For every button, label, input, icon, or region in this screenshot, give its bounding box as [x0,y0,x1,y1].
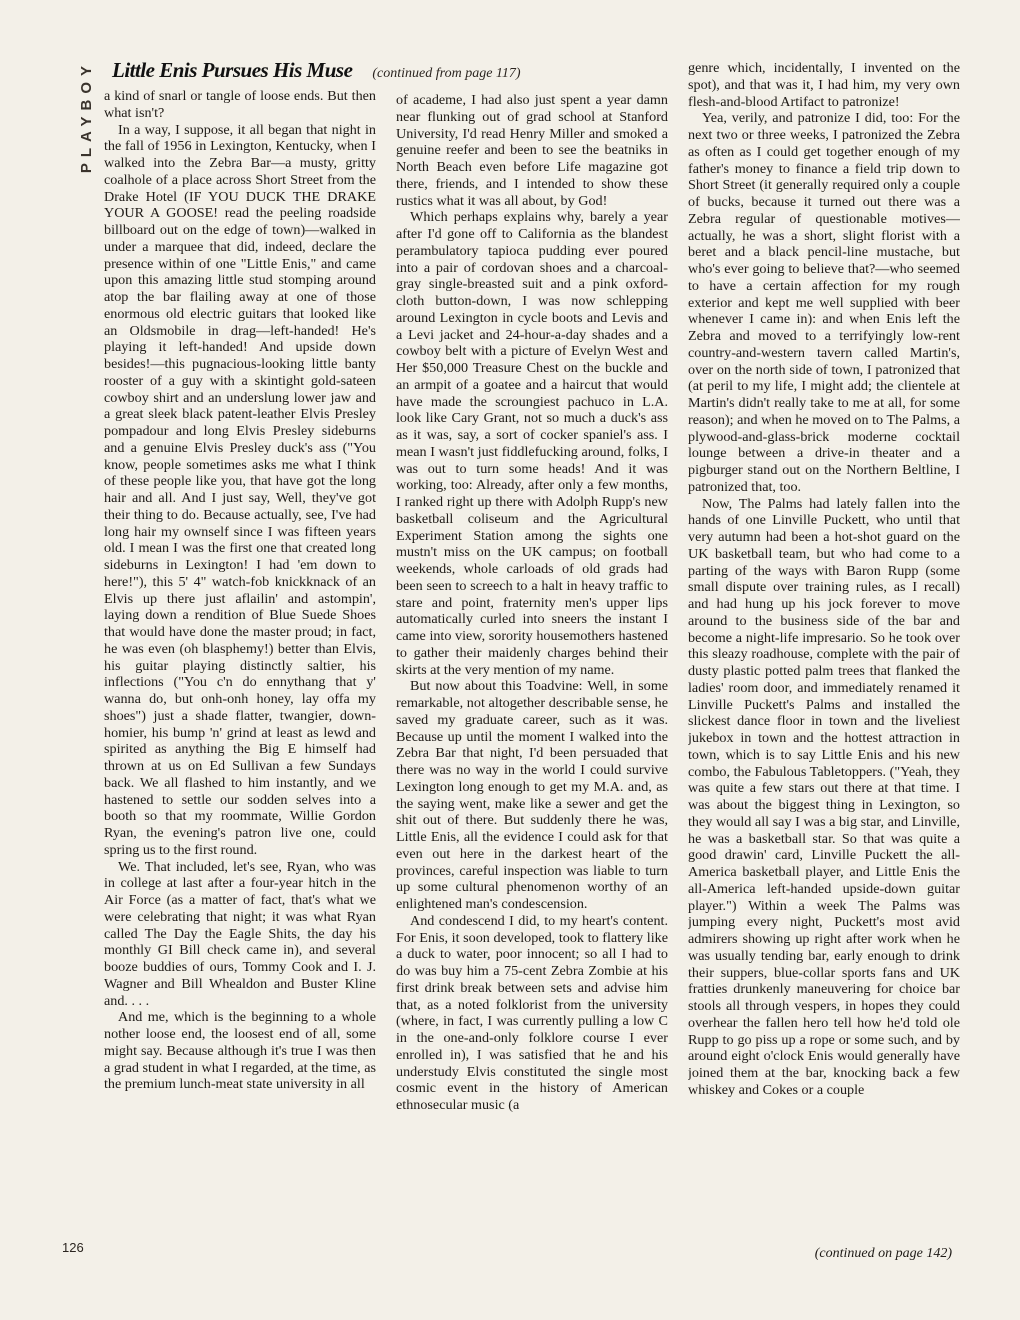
paragraph: of academe, I had also just spent a year damn near flunking out of grad school at Stanford University, I'd read Henry Miller and smoked a genuine reefer and been to see the beatniks in North Beach even before Life magazine got there, friends, and I intended to show these rustics what it was all about, by God! [396,92,668,209]
article-title: Little Enis Pursues His Muse [112,58,353,82]
paragraph: a kind of snarl or tangle of loose ends. But then what isn't? [104,88,376,121]
paragraph: Yea, verily, and patronize I did, too: For the next two or three weeks, I patronized the Zebra as often as I could get together enough of my father's money to finance a field trip down to Short Street (it generally required only a couple of bucks, because it turned out there was a Zebra regular of questionable motives—actually, he was a short, slight florist with a beret and a black pencil-line mustache, but who's ever going to believe that?—who seemed to have a certain affection for my rough exterior and kept me well supplied with beer whenever I came in): and when Enis left the Zebra and moved to a terrifyingly low-rent country-and-western tavern called Martin's, over on the north side of town, I patronized that (at peril to my life, I might add; the clientele at Martin's didn't really take to me at all, for some reason); and when he moved on to The Palms, a plywood-and-glass-brick moderne cocktail lounge between a drive-in theater and a pigburger stand out on the Northern Beltline, I patronized that, too. [688,110,960,495]
paragraph: But now about this Toadvine: Well, in some remarkable, not altogether describable sense, he saved my graduate career, such as it was. Because up until the moment I walked into the Zebra Bar that night, I'd been persuaded that there was no way in the world I could survive Lexington long enough to get my M.A. and, as the saying went, make like a sewer and get the shit out of there. But suddenly there he was, Little Enis, all the evidence I could ask for that even out here in the darkest heart of the provinces, careful inspection was liable to turn up some cultural phenomenon worthy of an enlightened man's condescension. [396,678,668,912]
continued-from-note: (continued from page 117) [372,66,521,81]
page-number: 126 [62,1240,84,1255]
paragraph: genre which, incidentally, I invented on the spot), and that was it, I had him, my very own flesh-and-blood Artifact to patronize! [688,60,960,110]
continued-to-note: (continued on page 142) [814,1246,952,1261]
paragraph: Which perhaps explains why, barely a year after I'd gone off to California as the blandest perambulatory tapioca pudding ever poured into a pair of cordovan shoes and a charcoal-gray single-breasted suit and a pink oxford-cloth button-down, I was now schlepping around Lexington in cycle boots and Levis and a Levi jacket and 24-hour-a-day shades and a cowboy belt with a picture of Evelyn West and Her $50,000 Treasure Chest on the buckle and an armpit of a goatee and a haircut that would have made the scroungiest pachuco in L.A. look like Cary Grant, not so much a duck's ass as it was, say, a sort of cocker spaniel's ass. I mean I wasn't just fiddlefucking around, folks, I was out to turn some heads! And it was working, too: Already, after only a few months, I ranked right up there with Adolph Rupp's new basketball coliseum and the Agricultural Experiment Station among the sights one mustn't miss on the UK campus; on football weekends, whole carloads of old grads had been seen to screech to a halt in heavy traffic to stare and point, fraternity men's upper lips automatically curled into sneers the instant I came into view, sorority housemothers hastened to gather their maidenly charges behind their skirts at the very mention of my name. [396,209,668,678]
paragraph: Now, The Palms had lately fallen into the hands of one Linville Puckett, who until that very autumn had been a hot-shot guard on the UK basketball team, but who had come to a parting of the ways with Baron Rupp (some small dispute over training rules, as I recall) and had hung up his jock forever to move around to the business side of the bar and become a night-life impresario. So he took over this sleazy roadhouse, complete with the pair of dusty plastic potted palm trees that flanked the ladies' room door, and immediately renamed it Linville Puckett's Palms and installed the slickest dance floor in town and the liveliest jukebox in town and the hottest attraction in town, which is to say Little Enis and his new combo, the Fabulous Tabletoppers. ("Yeah, they was quite a few stars out there at that time. I was about the biggest thing in Lexington, so they would all say I was a big star, and Linville, he was a basketball star. So that was quite a good drawin' card, Linville Puckett the all-America basketball player, and Little Enis the all-America left-handed upside-down guitar player.") Within a week The Palms was jumping every night, Puckett's most avid admirers showing up right after work when he was usually tending bar, early enough to drink their suppers, blue-collar sports fans and UK fratties drunkenly maneuvering for choice bar stools all through vespers, in hopes they could overhear the fallen hero tell how he'd told ole Rupp to go piss up a rope or some such, and by around eight o'clock Enis would generally have joined them at the bar, knocking back a few whiskey and Cokes or a couple [688,495,960,1098]
paragraph: And me, which is the beginning to a whole nother loose end, the loosest end of all, some might say. Because although it's true I was then a grad student in what I regarded, at the time, as the premium lunch-meat state university in all [104,1009,376,1093]
article-header [112,58,672,90]
magazine-brand: PLAYBOY [78,60,95,174]
text-column-2 [396,92,668,1272]
text-column-1 [104,88,376,1260]
text-column-3 [688,60,960,1232]
paragraph: We. That included, let's see, Ryan, who was in college at last after a four-year hitch in the Air Force (as a matter of fact, that's what we were celebrating that night; it was what Ryan called The Day the Eagle Shits, the day his monthly GI Bill check came in), and several booze buddies of ours, Tommy Cook and I. J. Wagner and Bill Whealdon and Buster Kline and. . . . [104,858,376,1009]
paragraph: And condescend I did, to my heart's content. For Enis, it soon developed, took to flattery like a duck to water, poor innocent; so all I had to do was buy him a 75-cent Zebra Zombie at his first drink break between sets and advise him that, as a noted folklorist from the university (where, in fact, I was currently pulling a low C in the one-and-only folklore course I ever enrolled in), I was satisfied that he and his understudy Elvis constituted the single most cosmic event in the history of American ethnosecular music (a [396,912,668,1113]
paragraph: In a way, I suppose, it all began that night in the fall of 1956 in Lexington, Kentucky, when I walked into the Zebra Bar—a musty, gritty coalhole of a place across Short Street from the Drake Hotel (IF YOU DUCK THE DRAKE YOUR A GOOSE! read the peeling roadside billboard out on the edge of town)—walked in under a marquee that did, indeed, declare the presence within of one "Little Enis," and came upon this amazing little stud stomping around atop the bar flailing away at one of those enormous old electric guitars that looked like an Oldsmobile in drag—left-handed! He's playing it left-handed! And upside down besides!—this pugnacious-looking little banty rooster of a guy with a skintight gold-sateen cowboy shirt and an underslung lower jaw and a great sleek black patent-leather Elvis Presley pompadour and long Elvis Presley sideburns and a genuine Elvis Presley duck's ass ("You know, people sometimes asks me what I think of these people like you, that have got the long hair and all. And I just say, Well, they've got their thing to do. Because actually, see, I've had long hair my ownself since I was fifteen years old. I mean I was the first one that created long sideburns in Lexington! I had 'em down to here!"), this 5' 4" watch-fob knickknack of an Elvis up there just aflailin' and astompin', laying down a rendition of Blue Suede Shoes that would have done the master proud; in fact, he was even (oh blasphemy!) better than Elvis, his guitar playing distinctly saltier, his inflections ("You c'n do ennythang that y' wanna do, but onh-onh honey, lay offa my shoes") just a shade flatter, twangier, down-homier, his bump 'n' grind at least as lewd and spirited as anything the Big E himself had thrown at us on Ed Sullivan a few Sundays back. We all flashed to him instantly, and we hastened to settle our sodden selves into a booth so that my roommate, Willie Gordon Ryan, the evening's patron live one, could spring us to the first round. [104,121,376,858]
